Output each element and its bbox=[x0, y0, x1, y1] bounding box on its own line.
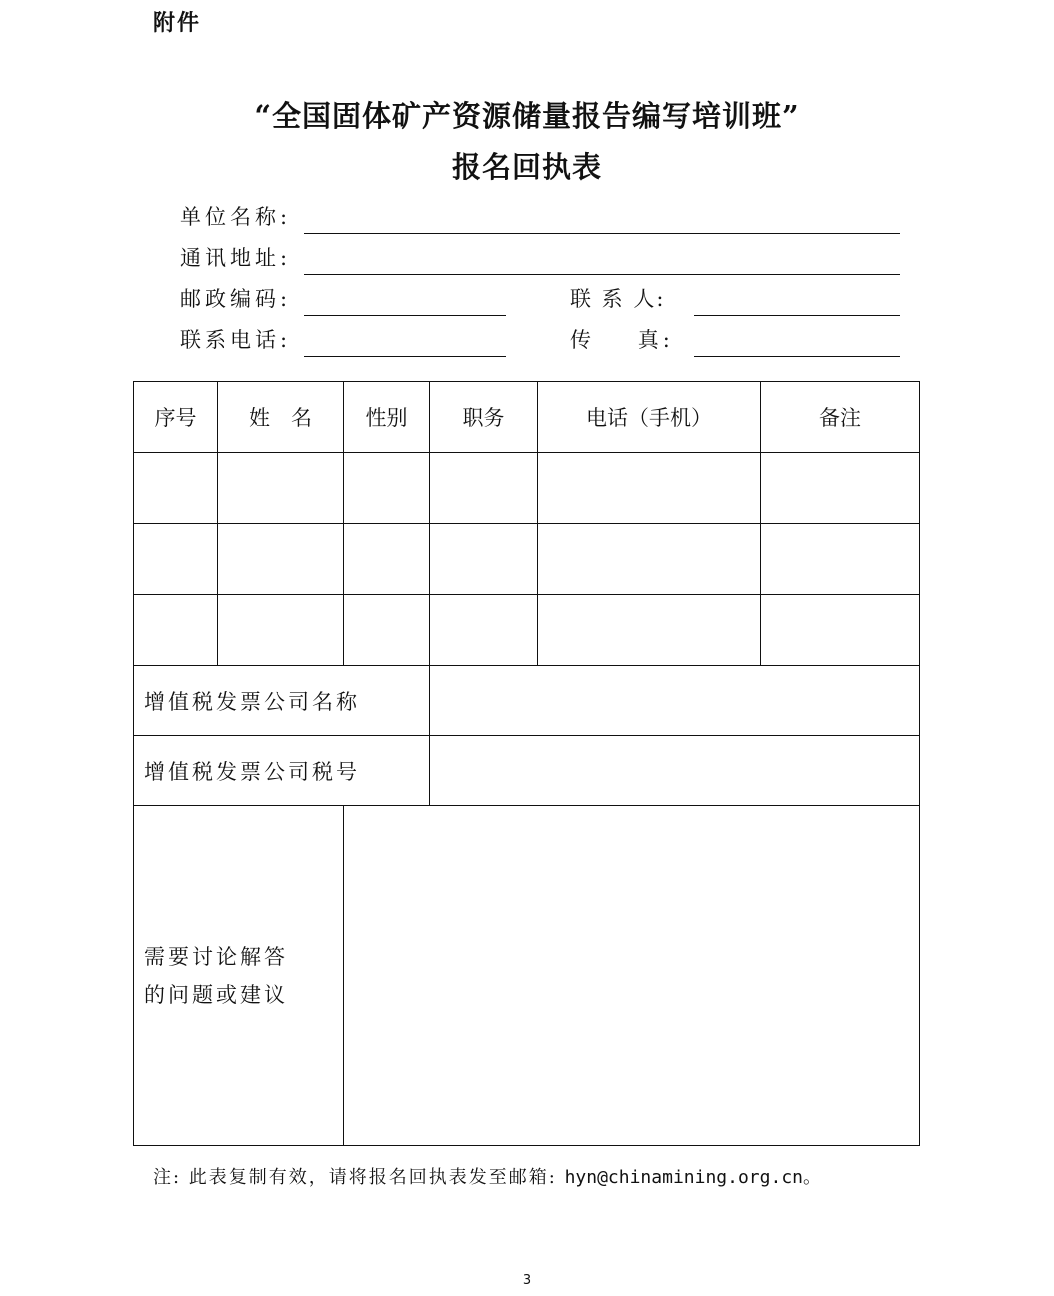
phone-line[interactable] bbox=[304, 328, 506, 357]
postcode-line[interactable] bbox=[304, 287, 506, 316]
invoice-name-row bbox=[134, 666, 920, 736]
attachment-label: 附件 bbox=[153, 11, 202, 36]
invoice-tax-cell[interactable] bbox=[430, 736, 920, 806]
contact-label: 联 系 人: bbox=[570, 287, 666, 311]
table-row bbox=[134, 453, 920, 524]
position-cell[interactable] bbox=[430, 524, 538, 595]
header-phone: 电话（手机） bbox=[538, 382, 761, 453]
note-suffix: 。 bbox=[803, 1167, 823, 1188]
header-serial: 序号 bbox=[134, 382, 218, 453]
invoice-tax-label: 增值税发票公司税号 bbox=[134, 736, 430, 806]
phone-cell[interactable] bbox=[538, 524, 761, 595]
name-cell[interactable] bbox=[218, 524, 344, 595]
questions-cell[interactable] bbox=[344, 806, 920, 1146]
questions-label-line1: 需要讨论解答 bbox=[144, 944, 288, 969]
email-link[interactable]: hyn@chinamining.org.cn bbox=[564, 1167, 803, 1188]
fax-label: 传 真: bbox=[570, 328, 674, 352]
serial-cell[interactable] bbox=[134, 595, 218, 666]
address-label: 通讯地址: bbox=[180, 246, 292, 270]
remarks-cell[interactable] bbox=[761, 524, 920, 595]
fax-field bbox=[570, 325, 900, 357]
gender-cell[interactable] bbox=[344, 524, 430, 595]
gender-cell[interactable] bbox=[344, 595, 430, 666]
contact-line[interactable] bbox=[694, 287, 900, 316]
table-header-row bbox=[134, 382, 920, 453]
invoice-tax-row bbox=[134, 736, 920, 806]
phone-cell[interactable] bbox=[538, 453, 761, 524]
header-name: 姓 名 bbox=[218, 382, 344, 453]
questions-label-line2: 的问题或建议 bbox=[144, 982, 288, 1007]
questions-row bbox=[134, 806, 920, 1146]
serial-cell[interactable] bbox=[134, 524, 218, 595]
remarks-cell[interactable] bbox=[761, 453, 920, 524]
invoice-name-cell[interactable] bbox=[430, 666, 920, 736]
phone-field bbox=[180, 325, 506, 357]
fax-line[interactable] bbox=[694, 328, 900, 357]
unit-name-field bbox=[180, 202, 900, 234]
phone-label: 联系电话: bbox=[180, 328, 292, 352]
postcode-label: 邮政编码: bbox=[180, 287, 292, 311]
note-text bbox=[153, 1163, 823, 1189]
registration-table bbox=[133, 381, 920, 1146]
questions-label bbox=[134, 806, 344, 1146]
name-cell[interactable] bbox=[218, 453, 344, 524]
table-row bbox=[134, 595, 920, 666]
position-cell[interactable] bbox=[430, 595, 538, 666]
unit-name-label: 单位名称: bbox=[180, 205, 292, 229]
page-number: 3 bbox=[522, 1273, 532, 1288]
gender-cell[interactable] bbox=[344, 453, 430, 524]
header-gender: 性别 bbox=[344, 382, 430, 453]
invoice-name-label: 增值税发票公司名称 bbox=[134, 666, 430, 736]
header-remarks: 备注 bbox=[761, 382, 920, 453]
table-row bbox=[134, 524, 920, 595]
postcode-field bbox=[180, 284, 506, 316]
note-prefix: 注: 此表复制有效，请将报名回执表发至邮箱: bbox=[153, 1167, 565, 1188]
form-subtitle: 报名回执表 bbox=[451, 150, 602, 184]
position-cell[interactable] bbox=[430, 453, 538, 524]
header-position: 职务 bbox=[430, 382, 538, 453]
serial-cell[interactable] bbox=[134, 453, 218, 524]
name-cell[interactable] bbox=[218, 595, 344, 666]
phone-cell[interactable] bbox=[538, 595, 761, 666]
contact-field bbox=[570, 284, 900, 316]
unit-name-line[interactable] bbox=[304, 205, 900, 234]
address-field bbox=[180, 243, 900, 275]
remarks-cell[interactable] bbox=[761, 595, 920, 666]
address-line[interactable] bbox=[304, 246, 900, 275]
form-title: “全国固体矿产资源储量报告编写培训班” bbox=[254, 99, 800, 133]
